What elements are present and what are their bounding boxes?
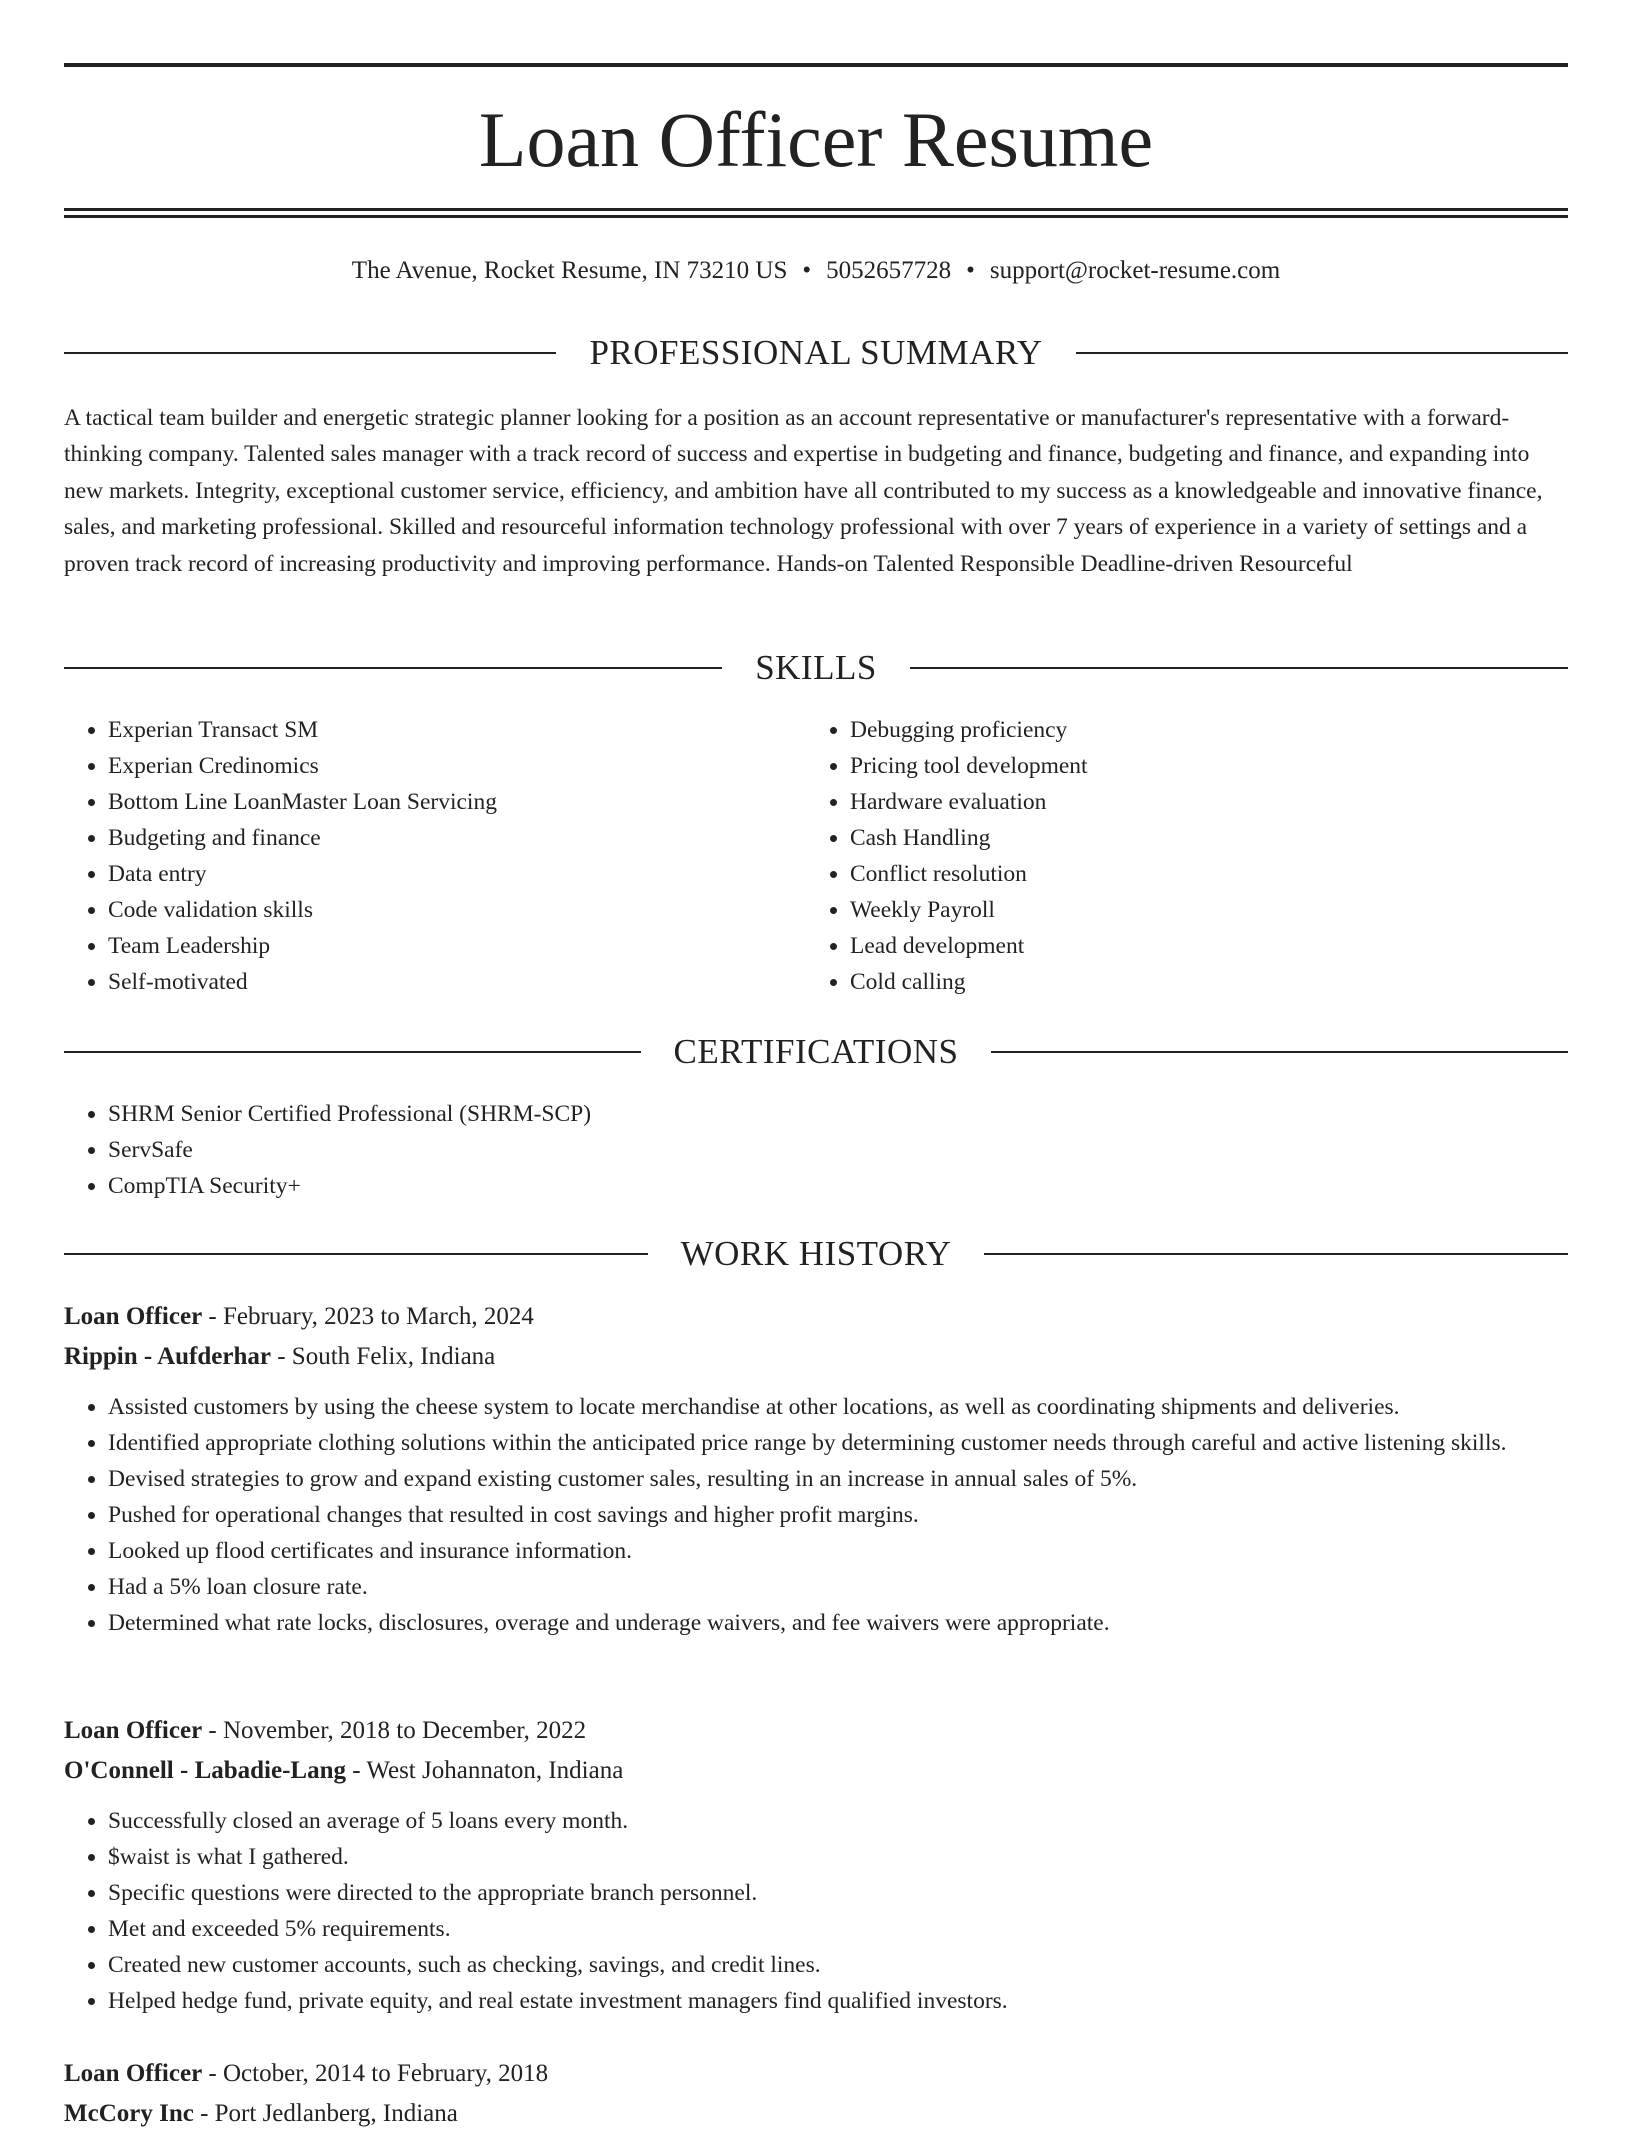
job-duty-item: • Created new customer accounts, such as checking, savings, and credit lines. [108, 1947, 1568, 1983]
skills-column-left [64, 712, 804, 1000]
skill-item: • Conflict resolution [850, 856, 1546, 892]
skill-item: • Self-motivated [108, 964, 804, 1000]
section-heading-work-history [64, 1231, 1568, 1277]
skill-item: • Weekly Payroll [850, 892, 1546, 928]
job-duties-list [64, 1803, 1568, 2019]
skills-list-right [806, 712, 1546, 1000]
skill-item: • Experian Transact SM [108, 712, 804, 748]
job-duty-item: • Met and exceeded 5% requirements. [108, 1911, 1568, 1947]
summary-text: A tactical team builder and energetic strategic planner looking for a position as an account representative or manufacturer's representative with a forward-thinking company. Talented sales manager with a track record of success and expertise in budgeting and finance, budgeting and finance, and expanding into new markets. Integrity, exceptional customer service, efficiency, and ambition have all contributed to my success as a knowledgeable and innovative finance, sales, and marketing professional. Skilled and resourceful information technology professional with over 7 years of experience in a variety of settings and a proven track record of increasing productivity and improving performance. Hands-on Talented Responsible Deadline-driven Resourceful [64, 405, 1543, 577]
job-company-line [64, 1751, 1568, 1791]
heading-rule-left [64, 667, 722, 669]
skill-item: • Code validation skills [108, 892, 804, 928]
job-location: - South Felix, Indiana [270, 1343, 496, 1370]
section-heading-summary [64, 330, 1568, 376]
skill-item: • Team Leadership [108, 928, 804, 964]
header-double-rule [64, 208, 1568, 218]
section-title: WORK HISTORY [680, 1234, 952, 1273]
heading-rule-right [910, 667, 1568, 669]
job-title: Loan Officer [64, 2060, 203, 2087]
skill-item: • Hardware evaluation [850, 784, 1546, 820]
section-heading-certifications [64, 1029, 1568, 1075]
heading-rule-right [984, 1253, 1568, 1255]
skill-item: • Cash Handling [850, 820, 1546, 856]
job-location: - Port Jedlanberg, Indiana [193, 2100, 458, 2127]
job-title: Loan Officer [64, 1717, 203, 1744]
skill-item: • Data entry [108, 856, 804, 892]
heading-rule-left [64, 1253, 648, 1255]
job-duties-list [64, 1389, 1568, 1641]
job-duty-item: • Devised strategies to grow and expand existing customer sales, resulting in an increase in annual sales of 5%. [108, 1461, 1568, 1497]
job-duty-item: • Pushed for operational changes that resulted in cost savings and higher profit margins. [108, 1497, 1568, 1533]
certifications-list [64, 1096, 1568, 1204]
job-company-line [64, 1337, 1568, 1377]
certifications-block [64, 1096, 1568, 1204]
job-duty-item: • Identified appropriate clothing solutions within the anticipated price range by determining customer needs through careful and active listening skills. [108, 1425, 1568, 1461]
job-duty-item: • Helped hedge fund, private equity, and real estate investment managers find qualified investors. [108, 1983, 1568, 2019]
resume-title: Loan Officer Resume [478, 96, 1154, 183]
section-title: PROFESSIONAL SUMMARY [589, 333, 1043, 372]
job-duty-item: • Assisted customers by using the cheese system to locate merchandise at other locations, as well as coordinating shipments and deliveries. [108, 1389, 1568, 1425]
section-title: SKILLS [755, 648, 877, 687]
skill-item: • Cold calling [850, 964, 1546, 1000]
skill-item: • Pricing tool development [850, 748, 1546, 784]
job-company: Rippin - Aufderhar [64, 1343, 271, 1370]
section-heading-skills [64, 645, 1568, 691]
job-title-line [64, 1711, 1568, 1751]
job-company-line [64, 2094, 1568, 2134]
job-entry [64, 1297, 1568, 1641]
job-duty-item: • Looked up flood certificates and insurance information. [108, 1533, 1568, 1569]
heading-rule-left [64, 352, 556, 354]
skill-item: • Debugging proficiency [850, 712, 1546, 748]
skill-item: • Bottom Line LoanMaster Loan Servicing [108, 784, 804, 820]
header-top-rule [64, 63, 1568, 67]
contact-line [64, 254, 1568, 288]
certification-item: • SHRM Senior Certified Professional (SHRM-SCP) [108, 1096, 1568, 1132]
job-duty-item: • Successfully closed an average of 5 loans every month. [108, 1803, 1568, 1839]
heading-rule-left [64, 1051, 641, 1053]
job-dates: - November, 2018 to December, 2022 [202, 1717, 587, 1744]
job-company: McCory Inc [64, 2100, 194, 2127]
job-entry [64, 2054, 1568, 2134]
contact-email[interactable]: support@rocket-resume.com [989, 257, 1281, 284]
job-duty-item: • $waist is what I gathered. [108, 1839, 1568, 1875]
job-duty-item: • Specific questions were directed to the appropriate branch personnel. [108, 1875, 1568, 1911]
certification-item: • ServSafe [108, 1132, 1568, 1168]
contact-address: The Avenue, Rocket Resume, IN 73210 US [351, 257, 788, 284]
job-company: O'Connell - Labadie-Lang [64, 1757, 346, 1784]
job-dates: - February, 2023 to March, 2024 [202, 1303, 534, 1330]
heading-rule-right [991, 1051, 1568, 1053]
section-title: CERTIFICATIONS [673, 1032, 959, 1071]
skills-list-left [64, 712, 804, 1000]
contact-separator: • [966, 257, 975, 284]
skill-item: • Lead development [850, 928, 1546, 964]
contact-separator: • [802, 257, 812, 284]
job-title-line [64, 1297, 1568, 1337]
job-title: Loan Officer [64, 1303, 203, 1330]
job-duty-item: • Had a 5% loan closure rate. [108, 1569, 1568, 1605]
contact-phone: 5052657728 [826, 257, 952, 284]
heading-rule-right [1076, 352, 1568, 354]
job-location: - West Johannaton, Indiana [346, 1757, 624, 1784]
skills-column-right [806, 712, 1546, 1000]
job-title-line [64, 2054, 1568, 2094]
skill-item: • Budgeting and finance [108, 820, 804, 856]
job-entry [64, 1711, 1568, 2019]
certification-item: • CompTIA Security+ [108, 1168, 1568, 1204]
job-duty-item: • Determined what rate locks, disclosures, overage and underage waivers, and fee waivers were appropriate. [108, 1605, 1568, 1641]
skill-item: • Experian Credinomics [108, 748, 804, 784]
job-dates: - October, 2014 to February, 2018 [202, 2060, 549, 2087]
